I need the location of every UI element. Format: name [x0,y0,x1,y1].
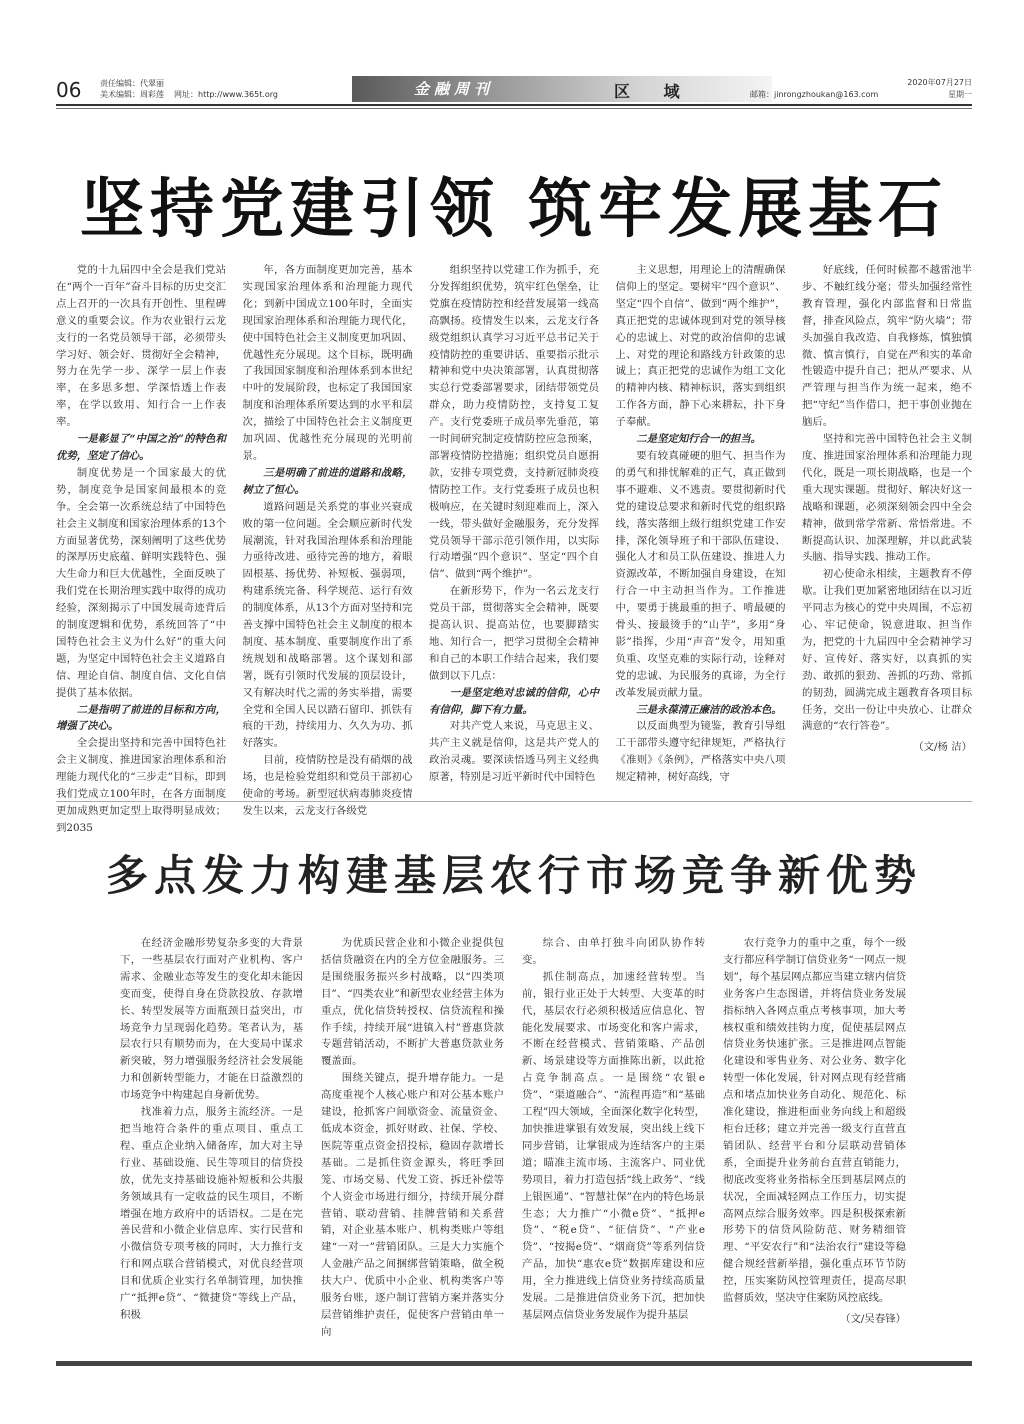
subheading: 二是坚定知行合一的担当。 [636,433,761,446]
responsible-editor: 责任编辑：代翠丽 [100,79,164,88]
email-address[interactable]: 邮箱：jinrongzhoukan@163.com [750,90,879,99]
paragraph: 好底线，任何时候都不越雷池半步、不触红线分毫；带头加强经常性教育管理，强化内部监督和日常监督，排查风险点，筑牢“防火墙”；带头加强自我改造、自我修炼，慎独慎微、慎言慎行，自觉在严和实的革命性锻造中提升自己；把从严要求、从严管理与担当作为统一起来，绝不把“守纪”当作借口，把干事创业抛在脑后。 [802,264,972,429]
text-column [723,935,906,1325]
article1-title: 坚持党建引领 筑牢发展基石 [79,173,949,247]
page-header [56,76,972,102]
header-rule [56,104,972,106]
paragraph: 找准着力点，服务主流经济。一是把当地符合条件的重点项目、重点工程、重点企业纳入储备库，加大对主导行业、基础设施、民生等项目的信贷投放，优先支持基础设施补短板和公共服务领域具有一定收益的民生项目，不断增强在地方政府中的话语权。二是在完善民营和小微企业信息库、实行民营和小微信贷专项考核的同时，大力推行支行和网点联合营销模式，对优良经营项目和优质企业实行名单制管理，加快推广“抵押e贷”、“微捷贷”等线上产品，积极 [120,1106,303,1321]
footer-bar [56,1361,972,1366]
section-name: 区 域 [614,82,694,101]
paragraph: 围绕关键点，提升增存能力。一是高度重视个人核心账户和对公基本账户建设，抢抓客户间歇资金、流量资金、低成本资金，抓好财政、社保、学校、医院等重点资金招投标，稳固存款增长基础。二是抓住资金源头，将旺季回笼、市场交易、代发工资、拆迁补偿等个人资金市场进行细分，持续开展分群营销、联动营销、挂牌营销和关系营销，对企业基本账户、机构类账户等组建“一对一”营销团队。三是大力实施个人金融产品之间捆绑营销策略，做全税扶大户、优质中小企业、机构类客户等服务台账，逐户制订营销方案并落实分层营销维护责任，促使客户营销由单一向 [321,1072,504,1338]
paragraph: 全会提出坚持和完善中国特色社会主义制度、推进国家治理体系和治理能力现代化的“三步走”目标，即到我们党成立100年时，在各方面制度更加成熟更加定型上取得明显成效；到2035 [56,737,226,834]
paragraph: 组织坚持以党建工作为抓手，充分发挥组织优势，筑牢红色堡垒，让党旗在疫情防控和经营发展第一线高高飘扬。疫情发生以来，云龙支行各级党组织认真学习习近平总书记关于疫情防控的重要讲话、重要指示批示精神和党中央决策部署，认真贯彻落实总行党委部署要求，团结带领党员群众，助力疫情防控，支持复工复产。支行党委班子成员率先垂范，第一时间研究制定疫情防控应急预案，部署疫情防控措施；组织党员自愿捐款，安排专项党费，支持新冠肺炎疫情防控工作。支行党委班子成员也积极响应，在关键时刻迎难而上，深入一线，带头做好金融服务，充分发挥党员领导干部示范引领作用，以实际行动增强“四个意识”、坚定“四个自信”、做到“两个维护”。 [429,264,599,581]
paragraph: 抓住制高点，加速经营转型。当前，银行业正处于大转型、大变革的时代，基层农行必须积极适应信息化、智能化发展要求、市场变化和客户需求，不断在经营模式、营销策略、产品创新、场景建设等方面推陈出新，以此抢占竞争制高点。一是围绕“农银e贷”、“渠道融合”、“流程再造”和“基础工程”四大领域，全面深化数字化转型，加快推进掌银有效发展，突出线上线下同步营销，让掌银成为连结客户的主渠道；瞄准主流市场、主流客户、同业优势项目，着力打造包括“线上政务”、“线上银医通”、“智慧社保”在内的特色场景生态；大力推广“小微e贷”、“抵押e贷”、“税e贷”、“征信贷”、“产业e贷”、“按揭e贷”、“烟商贷”等系列信贷产品，加快“惠农e贷”数据库建设和应用，全力推进线上信贷业务持续高质量发展。二是推进信贷业务下沉，把加快基层网点信贷业务发展作为提升基层 [522,970,705,1321]
paragraph: 年，各方面制度更加完善，基本实现国家治理体系和治理能力现代化；到新中国成立100年时，全面实现国家治理体系和治理能力现代化，使中国特色社会主义制度更加巩固、优越性充分展现。这个目标，既明确了我国国家制度和治理体系到本世纪中叶的发展阶段，也标定了我国国家制度和治理体系所要达到的水平和层次，描绘了中国特色社会主义制度更加巩固、优越性充分展现的光明前景。 [242,264,413,462]
paragraph: 在经济金融形势复杂多变的大背景下，一些基层农行面对产业机构、客户需求、金融业态等发生的变化却未能因变而变，使得自身在贷款投放、存款增长、转型发展等方面瓶颈日益突出，市场竞争力呈现弱化趋势。笔者认为，基层农行只有顺势而为，在大变局中谋求新突破，努力增强服务经济社会发展能力和创新转型能力，才能在日益激烈的市场竞争中构建起自身新优势。 [120,937,303,1102]
text-column [321,935,504,1338]
text-column [802,262,972,786]
article-divider [56,801,972,802]
subheading: 三是明确了前进的道路和战略，树立了恒心。 [242,466,413,496]
subheading: 一是彰显了“中国之治”的特色和优势，坚定了信心。 [56,433,226,462]
paragraph: 对共产党人来说，马克思主义、共产主义就是信仰，这是共产党人的政治灵魂。要深读悟透马列主义经典原著，特别是习近平新时代中国特色 [429,720,599,784]
editor-credits [100,78,164,100]
paragraph: 要有较真碰硬的胆气、担当作为的勇气和排忧解难的正气，真正做到事不避难、义不逃责。要贯彻新时代党的建设总要求和新时代党的组织路线，落实落细上级行组织党建工作安排，深化领导班子和干部队伍建设、强化人才和员工队伍建设、推进人力资源改革，不断加强自身建设，在知行合一中主动担当作为。工作推进中，要勇于挑最重的担子、啃最硬的骨头、接最烫手的“山芋”，多用“身影”指挥，少用“声音”发令，用知重负重、攻坚克难的实际行动，诠释对党的忠诚、为民服务的真谛，为全行改革发展贡献力量。 [615,449,786,699]
paragraph: 道路问题是关系党的事业兴衰成败的第一位问题。全会顺应新时代发展潮流，针对我国治理体系和治理能力亟待改进、亟待完善的地方，着眼固根基、扬优势、补短板、强弱项，构建系统完备、科学规范、运行有效的制度体系，从13个方面对坚持和完善支撑中国特色社会主义制度的根本制度、基本制度、重要制度作出了系统规划和战略部署。这个谋划和部署，既有引领时代发展的顶层设计，又有解决时代之需的务实举措，需要全党和全国人民以踏石留印、抓铁有痕的干劲，持续用力、久久为功、抓好落实。 [242,500,413,750]
paragraph: 农行竞争力的重中之重，每个一级支行都应科学制订信贷业务“一网点一规划”，每个基层网点都应当建立辖内信贷业务客户生态图谱，并将信贷业务发展指标纳入各网点重点考核事项，加大考核权重和绩效挂钩力度，促使基层网点信贷业务快速扩张。三是推进网点智能化建设和零售业务、对公业务、数字化转型一体化发展，针对网点现有经营痛点和堵点加快业务自动化、规范化、标准化建设，推进柜面业务向线上和超级柜台迁移；建立并完善一级支行直营直销团队、经营平台和分层联动营销体系，全面提升业务前台直营直销能力，彻底改变将业务指标全压到基层网点的状况，全面减轻网点工作压力，切实提高网点综合服务效率。四是积极探索新形势下的信贷风险防范、财务精细管理、“平安农行”和“法治农行”建设等稳健合规经营新举措，强化重点环节节防控，压实案防风控管理责任，提高尽职监督质效，坚决守住案防风控底线。 [723,937,906,1305]
author-byline: （文/吴春锋） [840,1312,906,1325]
page-number: 06 [56,78,82,102]
article1-body [56,262,972,834]
text-column [56,262,226,834]
paragraph: 在新形势下，作为一名云龙支行党员干部，贯彻落实全会精神，既要提高认识、提高站位，也要脚踏实地、知行合一，把学习贯彻全会精神和自己的本职工作结合起来，我们要做到以下几点： [429,585,599,682]
paragraph: 制度优势是一个国家最大的优势，制度竞争是国家间最根本的竞争。全会第一次系统总结了中国特色社会主义制度和国家治理体系的13个方面显著优势，深刻阐明了这些优势的深厚历史底蕴、鲜明实践特色、强大生命力和巨大优越性，全面反映了我们党在长期治理实践中取得的成功经验，深刻揭示了中国发展奇迹背后的制度逻辑和优势，系统回答了“中国特色社会主义为什么好”的重大问题，为坚定中国特色社会主义道路自信、理论自信、制度自信、文化自信提供了基本依据。 [56,466,226,699]
date-text: 2020年07月27日 [907,78,972,87]
author-byline: （文/杨 洁） [913,741,972,754]
paragraph: 为优质民营企业和小微企业提供包括信贷融资在内的全方位金融服务。三是围绕服务振兴乡村战略，以“四类项目”、“四类农业”和新型农业经营主体为重点，优化信贷转授权、信贷流程和操作手续，持续开展“进镇入村”普惠贷款专题营销活动，不断扩大普惠贷款业务覆盖面。 [321,937,504,1068]
art-editor: 美术编辑：周彩莲 [100,90,164,99]
issue-date [907,77,972,101]
paragraph: 目前，疫情防控是没有硝烟的战场，也是检验党组织和党员干部初心使命的考场。新型冠状病毒肺炎疫情发生以来，云龙支行各级党 [242,754,413,817]
text-column [522,935,705,1321]
paragraph: 主义思想，用理论上的清醒确保信仰上的坚定。要树牢“四个意识”、坚定“四个自信”、做到“两个维护”，真正把党的忠诚体现到对党的领导核心的忠诚上、对党的政治信仰的忠诚上、对党的理论和路线方针政策的忠诚上；真正把党的忠诚作为组工文化的精神内核、精神标识，落实到组织工作各方面，静下心来耕耘，扑下身子奉献。 [615,264,786,429]
paper-name: 金融周刊 [414,80,495,98]
paragraph: 初心使命永相续，主题教育不停歇。让我们更加紧密地团结在以习近平同志为核心的党中央周围，不忘初心、牢记使命，锐意进取、担当作为，把党的十九届四中全会精神学习好、宣传好、落实好，以真抓的实劲、敢抓的狠劲、善抓的巧劲、常抓的韧劲，圆满完成主题教育各项目标任务，交出一份让中央放心、让群众满意的“农行答卷”。 [802,568,972,733]
subheading: 二是指明了前进的目标和方向，增强了决心。 [56,703,226,733]
subheading: 一是坚定绝对忠诚的信仰，心中有信仰，脚下有力量。 [429,686,599,716]
article2-title: 多点发力构建基层农行市场竞争新优势 [105,851,922,900]
weekday-text: 星期一 [948,90,972,99]
text-column [120,935,303,1321]
text-column [429,262,599,786]
text-column [616,262,786,786]
paragraph: 以反面典型为镜鉴，教育引导组工干部带头遵守纪律规矩，严格执行《准则》《条例》，严格落实中央八项规定精神，树好高线，守 [615,720,786,784]
text-column [242,262,413,817]
subheading: 三是永葆清正廉洁的政治本色。 [636,703,782,716]
paragraph: 党的十九届四中全会是我们党站在“两个一百年”奋斗目标的历史交汇点上召开的一次具有开创性、里程碑意义的重要会议。作为农业银行云龙支行的一名党员领导干部，必须带头学习好、领会好、贯彻好全会精神，努力在先学一步、深学一层上作表率，在多思多想、学深悟透上作表率，在学以致用、知行合一上作表率。 [56,264,226,429]
header-rule-thin [56,108,972,109]
masthead-band [352,76,772,102]
paragraph: 综合、由单打独斗向团队协作转变。 [522,937,705,966]
article2-body [120,935,906,1338]
website-url[interactable]: 网址：http://www.365t.org [174,90,279,99]
paragraph: 坚持和完善中国特色社会主义制度、推进国家治理体系和治理能力现代化，既是一项长期战略，也是一个重大现实课题。贯彻好、解决好这一战略和课题，必须深刻领会四中全会精神，做到常学常新、常悟常进。不断提高认识、加深理解，并以此武装头脑、指导实践、推动工作。 [802,433,972,564]
